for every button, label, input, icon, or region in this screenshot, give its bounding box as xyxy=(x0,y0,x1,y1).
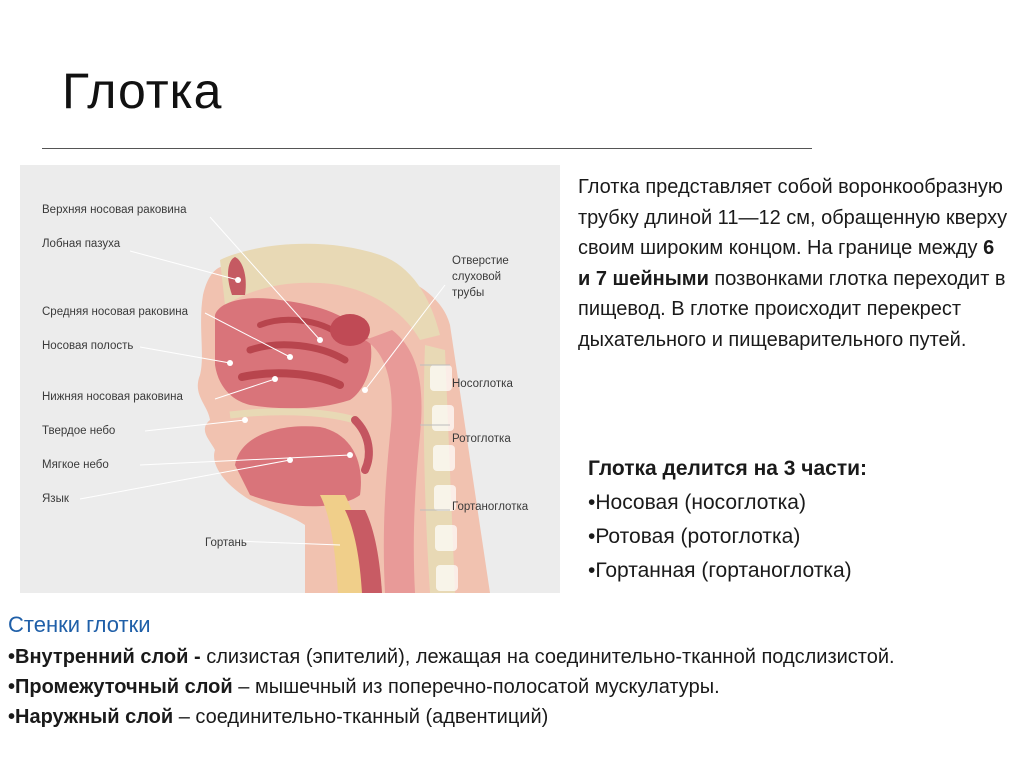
inner-layer-label: •Внутренний слой - xyxy=(8,646,207,668)
walls-heading: Стенки глотки xyxy=(8,612,151,637)
list-item: •Гортанная (гортаноглотка) xyxy=(588,559,852,582)
outer-layer-label: •Наружный слой xyxy=(8,706,174,728)
label-frontal-sinus: Лобная пазуха xyxy=(42,238,121,250)
tube-opening-shape xyxy=(330,314,370,346)
label-hard-palate: Твердое небо xyxy=(42,425,116,437)
middle-layer-text: – мышечный из поперечно-полосатой мускулатуры. xyxy=(232,676,720,698)
label-oropharynx: Ротоглотка xyxy=(452,433,511,445)
middle-layer-label: •Промежуточный слой xyxy=(8,676,233,698)
parts-heading: Глотка делится на 3 части: xyxy=(588,457,868,480)
intro-bold-vertebrae: 6 и 7 шейными xyxy=(578,237,995,290)
wall-layer-inner xyxy=(8,642,1018,672)
list-item: •Ротовая (ротоглотка) xyxy=(588,525,801,548)
outer-layer-text: – соединительно-тканный (адвентиций) xyxy=(173,706,549,728)
sagittal-section-illustration xyxy=(20,165,560,593)
label-tongue: Язык xyxy=(42,493,69,505)
label-tube-opening-line2: слуховой xyxy=(452,271,502,283)
label-middle-concha: Средняя носовая раковина xyxy=(42,306,189,318)
label-inferior-concha: Нижняя носовая раковина xyxy=(42,391,183,403)
pharynx-walls-section xyxy=(8,608,1018,732)
label-nasal-cavity: Носовая полость xyxy=(42,340,134,352)
label-nasopharynx: Носоглотка xyxy=(452,378,513,390)
inner-layer-text: слизистая (эпителий), лежащая на соединительно-тканной подслизистой. xyxy=(206,646,895,668)
wall-layer-outer xyxy=(8,702,1018,732)
pharynx-parts-list xyxy=(588,452,1018,588)
label-soft-palate: Мягкое небо xyxy=(42,459,109,471)
intro-text-part2: позвонками глотка переходит в пищевод. В глотке происходит перекрест дыхательного и пищеварительного путей. xyxy=(578,267,1006,351)
label-tube-opening-line1: Отверстие xyxy=(452,255,509,267)
intro-text-part1: Глотка представляет собой воронкообразную трубку длиной 11—12 см, обращенную кверху своим широким концом. На границе между xyxy=(578,176,1008,259)
pharynx-anatomy-figure xyxy=(20,165,560,593)
label-superior-concha: Верхняя носовая раковина xyxy=(42,204,187,216)
intro-paragraph xyxy=(578,172,1008,355)
wall-layer-middle xyxy=(8,672,1018,702)
label-laryngopharynx: Гортаноглотка xyxy=(452,501,529,513)
label-larynx: Гортань xyxy=(205,537,247,549)
list-item: •Носовая (носоглотка) xyxy=(588,491,806,514)
title-divider xyxy=(42,148,812,149)
slide-title: Глотка xyxy=(62,63,223,119)
label-tube-opening-line3: трубы xyxy=(452,287,485,299)
